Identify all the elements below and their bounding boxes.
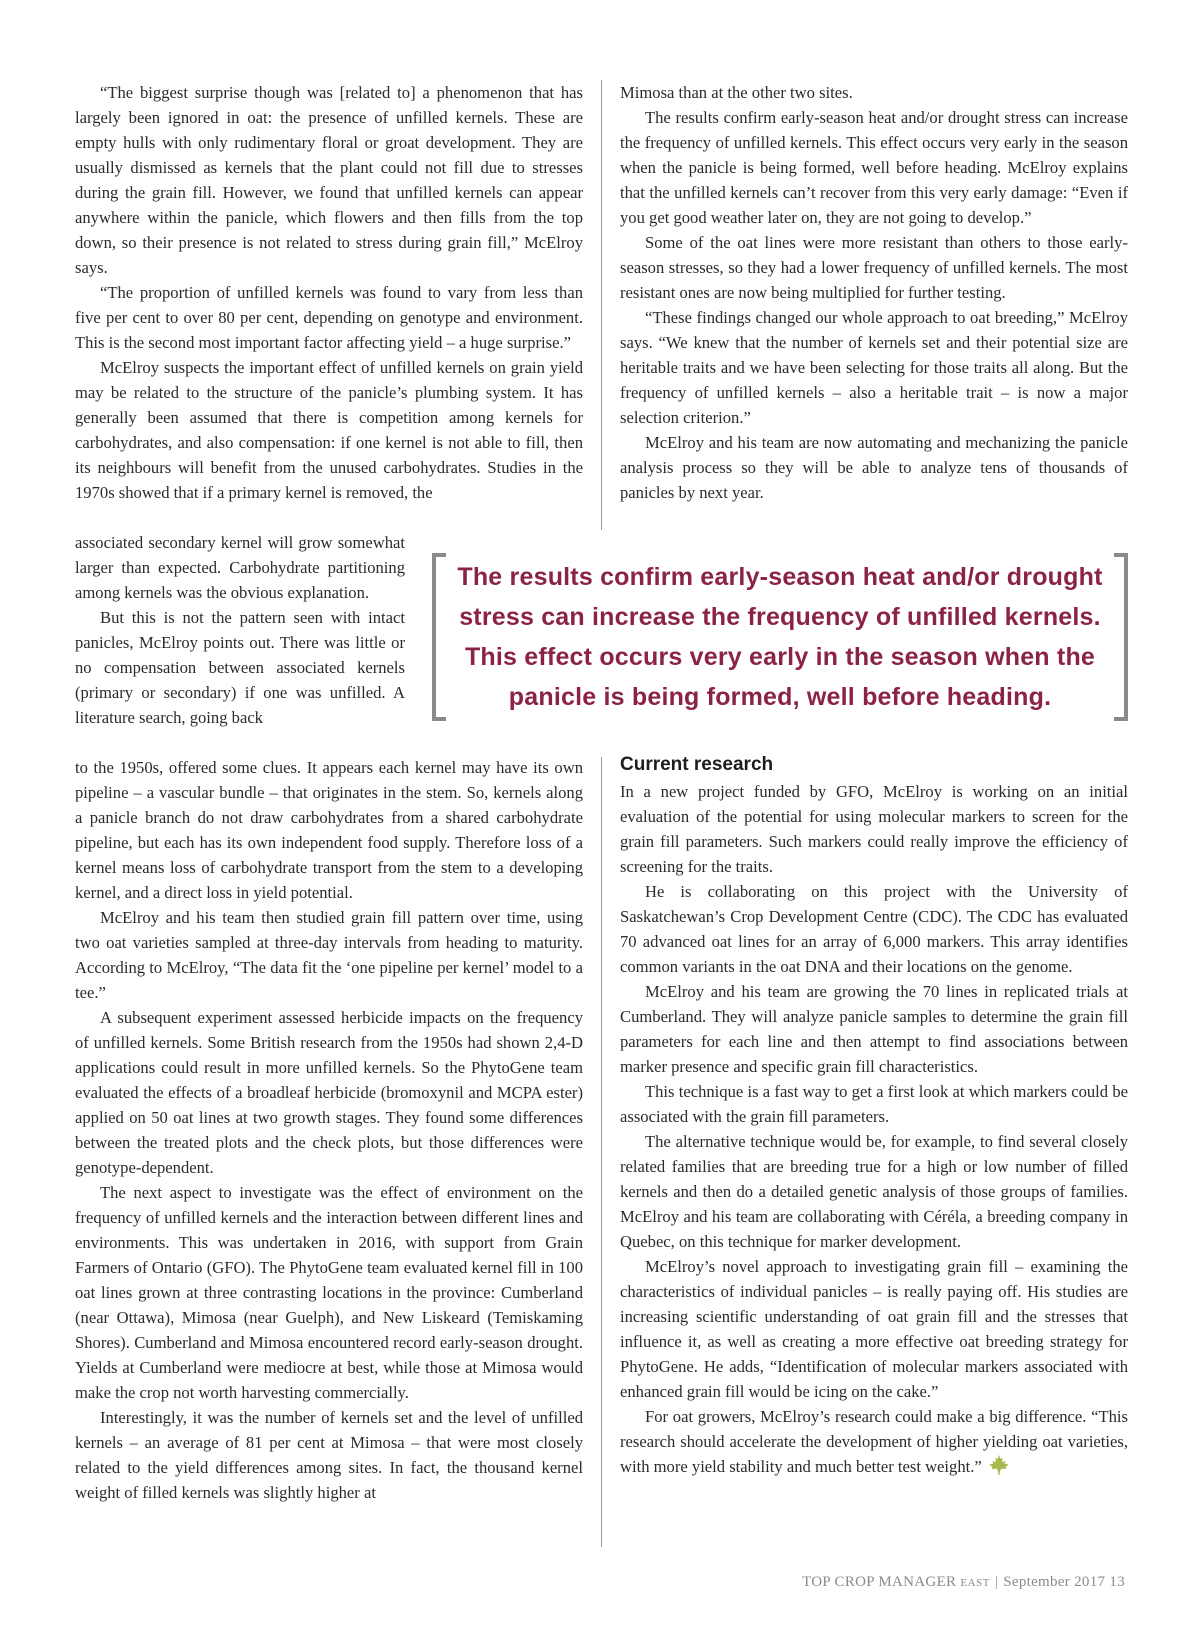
paragraph: to the 1950s, offered some clues. It appears each kernel may have its own pipeline – a vascular bundle – that originates in the stem. So, kernels along a panicle branch do not draw carbohydrates from a shared carbohydrate pipeline, but each has its own independent food supply. Therefore loss of a kernel means loss of carbohydrate transport from the stem to a developing kernel, and a direct loss in yield potential. [75, 758, 583, 902]
right-column-bottom [620, 752, 1128, 1479]
paragraph: McElroy and his team then studied grain fill pattern over time, using two oat varieties sampled at three-day intervals from heading to maturity. According to McElroy, “The data fit the ‘one pipeline per kernel’ model to a tee.” [75, 908, 583, 1002]
paragraph: “The biggest surprise though was [related to] a phenomenon that has largely been ignored in oat: the presence of unfilled kernels. These are empty hulls with only rudimentary floral or groat development. They are usually dismissed as kernels that the plant could not fill due to stresses during the grain fill. However, we found that unfilled kernels can appear anywhere within the panicle, which flowers and then fills from the top down, so their presence is not related to stress during grain fill,” McElroy says. [75, 83, 583, 277]
paragraph: “These findings changed our whole approach to oat breeding,” McElroy says. “We knew that the number of kernels set and their potential size are heritable traits and we have been selecting for those traits all along. But the frequency of unfilled kernels – also a heritable trait – is now a major selection criterion.” [620, 308, 1128, 427]
pull-quote-bracket-right [1114, 553, 1128, 721]
paragraph: Some of the oat lines were more resistant than others to those early-season stresses, so they had a lower frequency of unfilled kernels. The most resistant ones are now being multiplied for further testing. [620, 233, 1128, 302]
section-heading: Current research [620, 754, 774, 775]
paragraph: But this is not the pattern seen with intact panicles, McElroy points out. There was little or no compensation between associated kernels (primary or secondary) if one was unfilled. A literature search, going back [75, 608, 405, 727]
paragraph: McElroy’s novel approach to investigating grain fill – examining the characteristics of individual panicles – is really paying off. His studies are increasing scientific understanding of oat grain fill and the stresses that influence it, as well as creating a more effective oat breeding strategy for PhytoGene. He adds, “Identification of molecular markers associated with enhanced grain fill would be icing on the cake.” [620, 1257, 1128, 1401]
magazine-name: TOP CROP MANAGER [802, 1574, 957, 1590]
paragraph: He is collaborating on this project with the University of Saskatchewan’s Crop Development Centre (CDC). The CDC has evaluated 70 advanced oat lines for an array of 6,000 markers. This array identifies common variants in the oat DNA and their locations on the genome. [620, 882, 1128, 976]
paragraph: associated secondary kernel will grow somewhat larger than expected. Carbohydrate partitioning among kernels was the obvious explanation. [75, 533, 405, 602]
paragraph: A subsequent experiment assessed herbicide impacts on the frequency of unfilled kernels. Some British research from the 1950s had shown 2,4-D applications could result in more unfilled kernels. So the PhytoGene team evaluated the effects of a broadleaf herbicide (bromoxynil and MCPA ester) applied on 50 oat lines at two growth stages. They found some differences between the treated plots and the check plots, but those differences were genotype-dependent. [75, 1008, 583, 1177]
paragraph: “The proportion of unfilled kernels was found to vary from less than five per cent to over 80 per cent, depending on genotype and environment. This is the second most important factor affecting yield – a huge surprise.” [75, 283, 583, 352]
paragraph [620, 1404, 1128, 1479]
paragraph: In a new project funded by GFO, McElroy is working on an initial evaluation of the potential for using molecular markers to screen for the grain fill parameters. Such markers could really improve the efficiency of screening for the traits. [620, 782, 1128, 876]
pull-quote [432, 553, 1128, 723]
magazine-edition: EAST [960, 1577, 990, 1589]
paragraph: The results confirm early-season heat and/or drought stress can increase the frequency of unfilled kernels. This effect occurs very early in the season when the panicle is being formed, well before heading. McElroy explains that the unfilled kernels can’t recover from this very early damage: “Even if you get good weather later on, they are not going to develop.” [620, 108, 1128, 227]
right-column-top [620, 80, 1128, 505]
page-footer [802, 1574, 1125, 1591]
paragraph: McElroy and his team are now automating and mechanizing the panicle analysis process so they will be able to analyze tens of thousands of panicles by next year. [620, 433, 1128, 502]
paragraph: This technique is a fast way to get a first look at which markers could be associated with the grain fill parameters. [620, 1082, 1128, 1126]
maple-leaf-icon [988, 1454, 1010, 1476]
pull-quote-bracket-left [432, 553, 446, 721]
column-divider [601, 757, 602, 1547]
pull-quote-text: The results confirm early-season heat and/or drought stress can increase the frequency of unfilled kernels. This effect occurs very early in the season when the panicle is being formed, well before heading. [457, 563, 1103, 711]
paragraph: McElroy and his team are growing the 70 lines in replicated trials at Cumberland. They will analyze panicle samples to determine the grain fill parameters for each line and then attempt to find associations between marker presence and specific grain fill characteristics. [620, 982, 1128, 1076]
paragraph: McElroy suspects the important effect of unfilled kernels on grain yield may be related to the structure of the panicle’s plumbing system. It has generally been assumed that there is competition among kernels for carbohydrates, and also compensation: if one kernel is not able to fill, then its neighbours will benefit from the unused carbohydrates. Studies in the 1970s showed that if a primary kernel is removed, the [75, 358, 583, 502]
footer-separator: | [994, 1574, 999, 1590]
issue-date: September 2017 [1003, 1574, 1106, 1590]
paragraph: The next aspect to investigate was the effect of environment on the frequency of unfilled kernels and the interaction between different lines and environments. This was undertaken in 2016, with support from Grain Farmers of Ontario (GFO). The PhytoGene team evaluated kernel fill in 100 oat lines grown at three contrasting locations in the province: Cumberland (near Ottawa), Mimosa (near Guelph), and New Liskeard (Temiskaming Shores). Cumberland and Mimosa encountered record early-season drought. Yields at Cumberland were mediocre at best, while those at Mimosa would make the crop not worth harvesting commercially. [75, 1183, 583, 1402]
left-column-bottom [75, 755, 583, 1505]
paragraph: Mimosa than at the other two sites. [620, 83, 853, 102]
paragraph: The alternative technique would be, for example, to find several closely related families that are breeding true for a high or low number of filled kernels and then do a detailed genetic analysis of those groups of families. McElroy and his team are collaborating with Céréla, a breeding company in Quebec, on this technique for marker development. [620, 1132, 1128, 1251]
left-column-narrow [75, 530, 405, 730]
left-column-top [75, 80, 583, 505]
paragraph-text: For oat growers, McElroy’s research could make a big difference. “This research should accelerate the development of higher yielding oat varieties, with more yield stability and much better test weight.” [620, 1407, 1128, 1476]
paragraph: Interestingly, it was the number of kernels set and the level of unfilled kernels – an average of 81 per cent at Mimosa – that were most closely related to the yield differences among sites. In fact, the thousand kernel weight of filled kernels was slightly higher at [75, 1408, 583, 1502]
column-divider [601, 80, 602, 530]
page-number: 13 [1109, 1574, 1125, 1590]
